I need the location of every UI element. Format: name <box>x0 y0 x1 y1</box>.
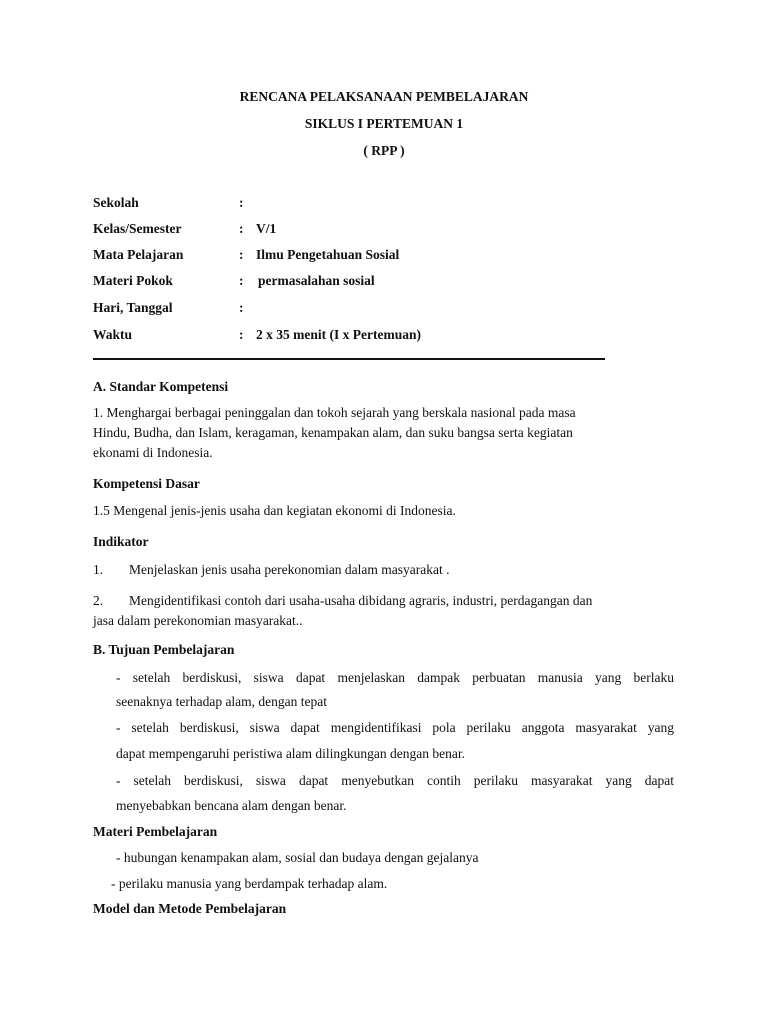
tujuan-line: - setelah berdiskusi, siswa dapat menyebutkan contih perilaku masyarakat yang dapat <box>116 773 674 788</box>
identity-label: Materi Pokok <box>93 273 173 288</box>
section-heading-standar: A. Standar Kompetensi <box>93 379 229 394</box>
standar-line: 1. Menghargai berbagai peninggalan dan tokoh sejarah yang berskala nasional pada masa <box>93 405 576 420</box>
identity-value: permasalahan sosial <box>258 273 375 288</box>
identity-sep: : <box>239 327 244 342</box>
section-heading-materi: Materi Pembelajaran <box>93 824 218 839</box>
identity-sep: : <box>239 300 244 315</box>
section-heading-indikator: Indikator <box>93 534 149 549</box>
indikator-number: 2. <box>93 593 104 608</box>
identity-label: Kelas/Semester <box>93 221 182 236</box>
kompetensi-dasar-text: 1.5 Mengenal jenis-jenis usaha dan kegiatan ekonomi di Indonesia. <box>93 503 456 518</box>
indikator-text: Menjelaskan jenis usaha perekonomian dalam masyarakat . <box>129 562 450 577</box>
standar-line: ekonami di Indonesia. <box>93 445 213 460</box>
tujuan-line: dapat mempengaruhi peristiwa alam dilingkungan dengan benar. <box>116 746 466 761</box>
indikator-number: 1. <box>93 562 104 577</box>
identity-label: Hari, Tanggal <box>93 300 173 315</box>
tujuan-line: - setelah berdiskusi, siswa dapat mengidentifikasi pola perilaku anggota masyarakat yang <box>116 720 674 735</box>
document-subtitle: SIKLUS I PERTEMUAN 1 <box>304 116 464 131</box>
section-heading-model: Model dan Metode Pembelajaran <box>93 901 287 916</box>
section-heading-kompetensi-dasar: Kompetensi Dasar <box>93 476 200 491</box>
standar-line: Hindu, Budha, dan Islam, keragaman, kenampakan alam, dan suku bangsa serta kegiatan <box>93 425 573 440</box>
tujuan-line: - setelah berdiskusi, siswa dapat menjelaskan dampak perbuatan manusia yang berlaku <box>116 670 674 685</box>
identity-sep: : <box>239 273 244 288</box>
identity-label: Waktu <box>93 327 133 342</box>
document-type: ( RPP ) <box>363 143 405 158</box>
identity-value: Ilmu Pengetahuan Sosial <box>256 247 400 262</box>
indikator-text: jasa dalam perekonomian masyarakat.. <box>93 613 303 628</box>
identity-sep: : <box>239 247 244 262</box>
indikator-text: Mengidentifikasi contoh dari usaha-usaha dibidang agraris, industri, perdagangan dan <box>129 593 593 608</box>
materi-line: - perilaku manusia yang berdampak terhadap alam. <box>111 876 388 891</box>
identity-value: V/1 <box>256 221 277 236</box>
identity-label: Sekolah <box>93 195 139 210</box>
tujuan-line: seenaknya terhadap alam, dengan tepat <box>116 694 328 709</box>
divider-line <box>93 358 605 360</box>
section-heading-tujuan: B. Tujuan Pembelajaran <box>93 642 235 657</box>
tujuan-line: menyebabkan bencana alam dengan benar. <box>116 798 347 813</box>
identity-sep: : <box>239 221 244 236</box>
identity-value: 2 x 35 menit (I x Pertemuan) <box>256 327 421 342</box>
identity-label: Mata Pelajaran <box>93 247 184 262</box>
document-title: RENCANA PELAKSANAAN PEMBELAJARAN <box>239 89 529 104</box>
identity-sep: : <box>239 195 244 210</box>
materi-line: - hubungan kenampakan alam, sosial dan budaya dengan gejalanya <box>116 850 479 865</box>
